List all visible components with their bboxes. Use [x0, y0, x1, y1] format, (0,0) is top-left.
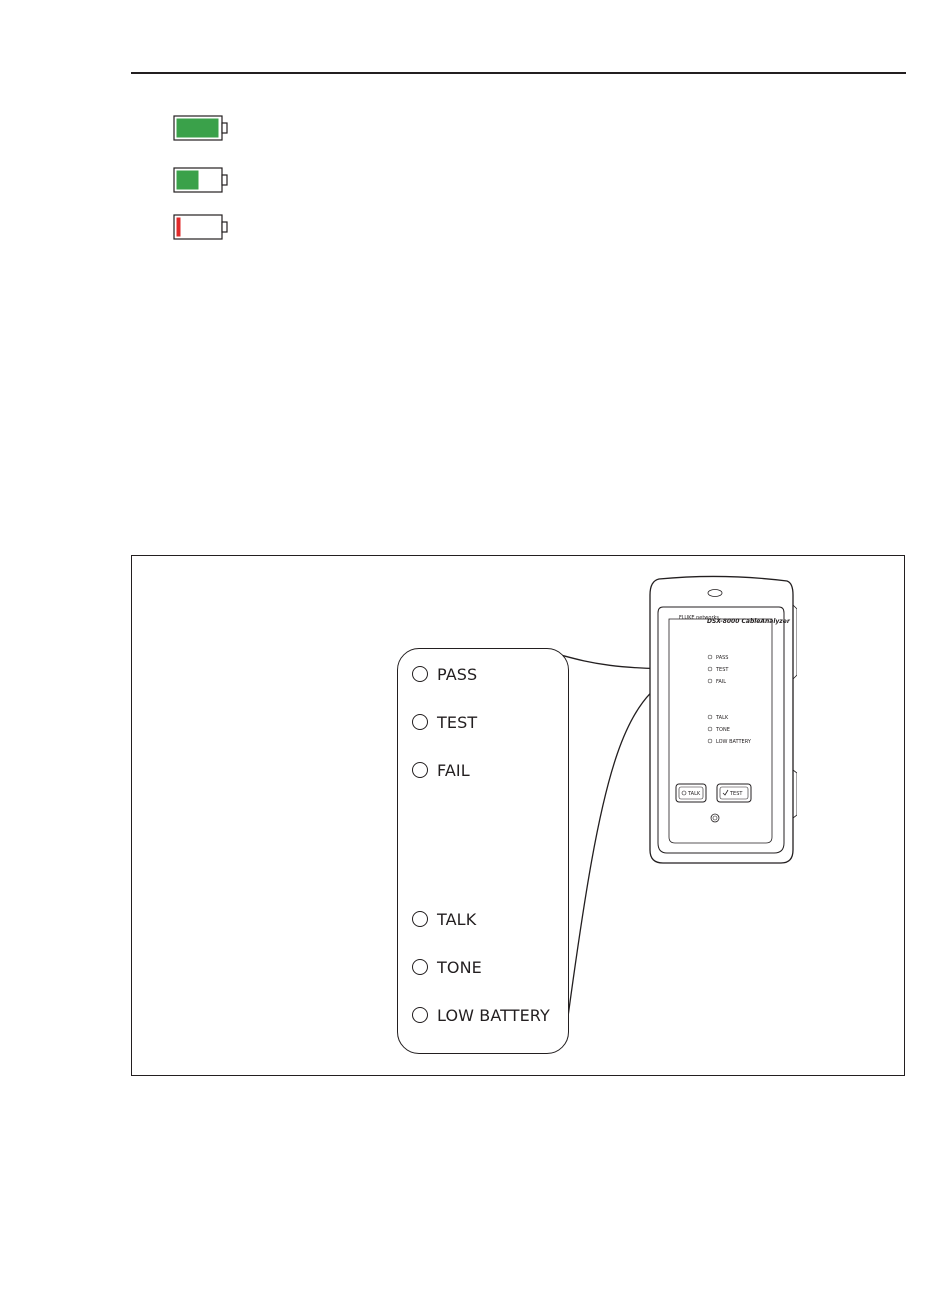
device-led-low-battery: LOW BATTERY [716, 739, 751, 745]
battery-fill [177, 171, 199, 190]
callout-talk-indicator [412, 908, 476, 930]
header-rule [131, 72, 906, 74]
led-circle-icon [412, 911, 428, 927]
cable-analyzer-device [647, 575, 797, 867]
device-test-button [717, 784, 751, 802]
led-circle-icon [412, 1007, 428, 1023]
device-led-tone: TONE [716, 727, 730, 733]
callout-fail-indicator [412, 759, 470, 781]
callout-pass-label: PASS [437, 664, 478, 684]
led-circle-icon [412, 959, 428, 975]
device-talk-label: TALK [688, 791, 701, 797]
callout-low-battery-indicator [412, 1004, 550, 1026]
device-led-talk: TALK [716, 715, 729, 721]
callout-tone-indicator [412, 956, 482, 978]
callout-fail-label: FAIL [437, 760, 470, 780]
callout-test-label: TEST [437, 712, 478, 732]
battery-fill [177, 218, 181, 237]
battery-half-icon [173, 167, 229, 193]
device-led-fail: FAIL [716, 679, 727, 685]
led-circle-icon [412, 666, 428, 682]
led-figure [131, 555, 905, 1076]
led-circle-icon [412, 762, 428, 778]
callout-low-battery-label: LOW BATTERY [437, 1005, 550, 1025]
battery-low-icon [173, 214, 229, 240]
callout-talk-label: TALK [437, 909, 477, 929]
device-model: DSX-8000 CableAnalyzer [707, 618, 790, 625]
device-led-test: TEST [716, 667, 729, 673]
device-brand: FLUKE networks [679, 615, 720, 621]
callout-test-indicator [412, 711, 477, 733]
battery-full-icon [173, 115, 229, 141]
led-callout-panel [397, 648, 569, 1054]
device-led-pass: PASS [716, 655, 729, 661]
device-test-label: TEST [730, 791, 743, 797]
callout-tone-label: TONE [437, 957, 482, 977]
battery-fill [177, 119, 219, 138]
device-talk-button [676, 784, 706, 802]
callout-pass-indicator [412, 663, 477, 685]
led-circle-icon [412, 714, 428, 730]
